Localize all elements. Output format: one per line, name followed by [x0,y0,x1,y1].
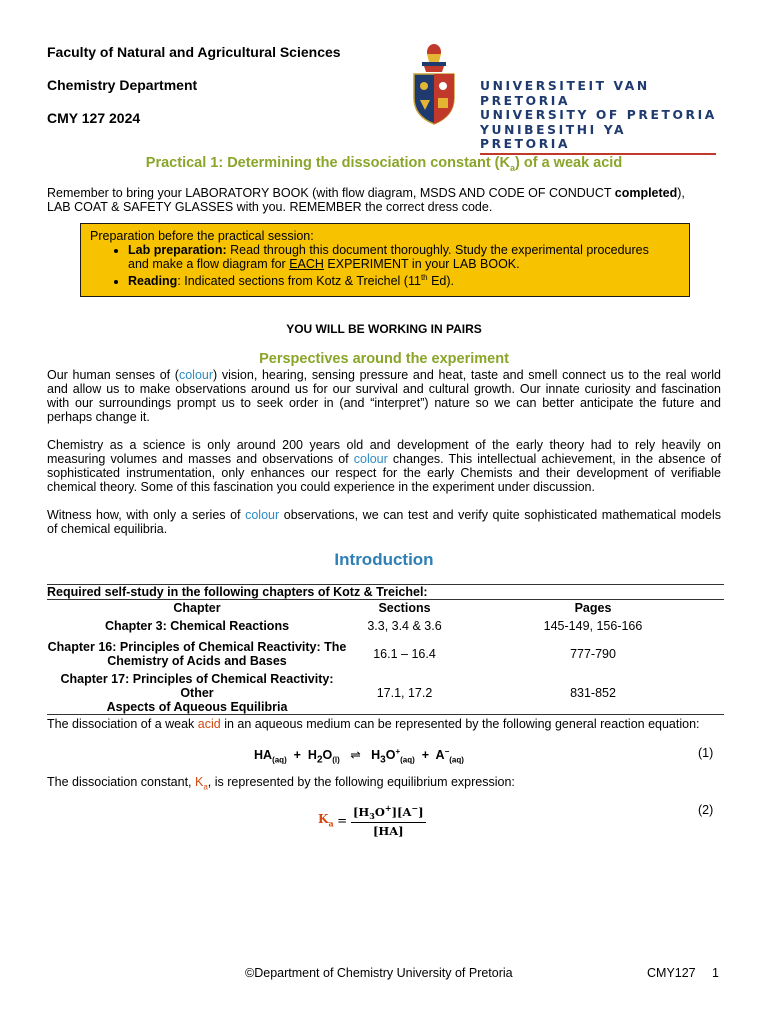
footer-page-number: 1 [712,966,719,980]
sections-cell: 3.3, 3.4 & 3.6 [367,618,442,633]
reminder-paragraph [47,186,721,214]
perspectives-paragraph-2: Chemistry as a science is only around 200 years old and development of the early theory had to rely heavily on measuring volumes and masses and observations of colour changes. This intellectual achievement, in the absence of sophisticated instrumentation, only enhances our respect for the early Chemists and their development of verifiable chemical theory. Some of this fascination you could experience in the experiment under discussion. [47,438,721,494]
pairs-notice: YOU WILL BE WORKING IN PAIRS [286,322,482,336]
sections-cell: 16.1 – 16.4 [373,646,436,661]
footer-copyright: ©Department of Chemistry University of Pretoria [245,966,513,980]
table-title: Required self-study in the following chapters of Kotz & Treichel: [47,585,724,600]
table-bottom-rule [47,714,724,715]
chapter-cell: Chapter 17: Principles of Chemical Reactivity: Other Aspects of Aqueous Equilibria [60,671,334,714]
pages-cell: 145-149, 156-166 [543,618,643,633]
column-header: Chapter [173,600,221,615]
university-name-line: UNIVERSITY OF PRETORIA [480,108,717,122]
equation-number-1: (1) [698,746,714,760]
preparation-box [80,223,690,297]
department-title: Chemistry Department [47,77,198,93]
prep-heading: Preparation before the practical session: [90,229,314,243]
equation-number-2: (2) [698,803,714,817]
university-name-logo [480,79,720,155]
reaction-equation: $HA_{(aq)} + H_2O_{(l)}$ ⇌ $H_3O^+_{(aq)} + A^-_{(aq)}$ [254,747,464,766]
perspectives-paragraph-3: Witness how, with only a series of colour observations, we can test and verify quite sophisticated mathematical models of chemical equilibria. [47,508,721,536]
prep-list [90,243,680,288]
course-title: CMY 127 2024 [47,110,141,126]
university-crest-logo [410,40,470,126]
prep-item-reading: • Reading: Indicated sections from Kotz & Treichel (11th Ed). [128,271,680,288]
constant-text: The dissociation constant, $K_a$, is represented by the following equilibrium expression: [47,775,515,792]
chapter-cell: Chapter 3: Chemical Reactions [104,618,290,633]
table-row [47,616,724,636]
introduction-heading: Introduction [334,550,434,569]
sections-cell: 17.1, 17.2 [376,685,433,700]
reminder-line: LAB COAT & SAFETY GLASSES with you. REMEMBER the correct dress code. [47,200,493,214]
title-text: Practical 1: Determining the dissociation constant (K [145,155,510,171]
column-header: Pages [574,600,612,615]
title-subscript: a [509,162,515,173]
title-text-end: ) of a weak acid [515,155,623,171]
table-header-row [47,600,724,616]
pages-cell: 831-852 [570,685,616,700]
dissociation-text: The dissociation of a weak acid in an aqueous medium can be represented by the following general reaction equation: [47,717,700,731]
table-row [47,672,724,715]
equilibrium-expression: $K_a$ = $\frac{[H_3O^+][A^-]}{[HA]}$ [318,803,424,839]
perspectives-paragraph-1: Our human senses of (colour) vision, hearing, sensing pressure and heat, taste and smell connect us to the real world and allow us to make observations around us for our survival and cultural growth. Our innate curiosity and fascination with our surroundings prompt us to seek order in (and “interpret”) nature so we can better anticipate the future and perhaps change it. [47,368,721,424]
table-row [47,636,724,672]
practical-title [0,155,768,173]
reminder-line: Remember to bring your LABORATORY BOOK (with flow diagram, MSDS AND CODE OF CONDUCT completed), [47,186,685,200]
chapter-cell: Chapter 16: Principles of Chemical Reactivity: The Chemistry of Acids and Bases [47,639,347,668]
column-header: Sections [378,600,431,615]
prep-item-lab: • Lab preparation: Read through this document thoroughly. Study the experimental procedures and make a flow diagram for EACH EXPERIMENT in your LAB BOOK. [128,243,680,271]
university-name-line: YUNIBESITHI YA PRETORIA [480,122,627,151]
self-study-table [47,584,724,715]
faculty-title: Faculty of Natural and Agricultural Sciences [47,44,341,60]
university-name-line: UNIVERSITEIT VAN PRETORIA [480,79,650,108]
perspectives-heading: Perspectives around the experiment [259,351,509,367]
pages-cell: 777-790 [570,646,616,661]
footer-course-code: CMY127 [647,966,696,980]
